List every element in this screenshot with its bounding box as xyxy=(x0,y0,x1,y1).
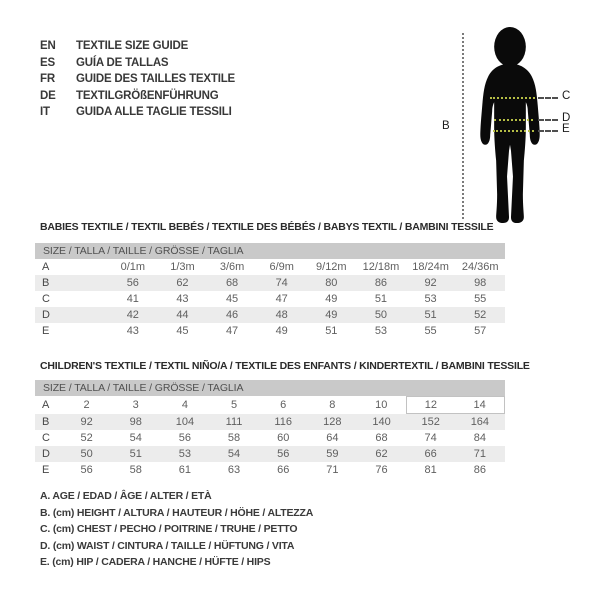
size-cell: 86 xyxy=(374,277,388,289)
size-cell: 42 xyxy=(126,309,139,321)
size-table-row xyxy=(35,430,505,446)
size-cell: 44 xyxy=(176,309,189,321)
size-cell: 164 xyxy=(470,416,490,428)
size-cell: 68 xyxy=(375,432,388,444)
size-cell: 6 xyxy=(280,399,287,411)
size-cell: 81 xyxy=(424,464,437,476)
size-cell: 71 xyxy=(473,448,486,460)
size-cell: 71 xyxy=(326,464,339,476)
size-cell: 51 xyxy=(129,448,142,460)
language-label: TEXTILGRÖßENFÜHRUNG xyxy=(76,89,219,102)
size-cell: 3/6m xyxy=(219,261,245,273)
legend-waist: D. (cm) WAIST / CINTURA / TAILLE / HÜFTUNG / VITA xyxy=(40,539,295,552)
size-cell: 55 xyxy=(424,325,437,337)
size-cell: 41 xyxy=(126,293,139,305)
size-cell: 52 xyxy=(80,432,93,444)
size-cell: 74 xyxy=(424,432,437,444)
height-label: B xyxy=(442,120,450,132)
size-cell: 62 xyxy=(375,448,388,460)
size-cell: 92 xyxy=(80,415,93,428)
language-row xyxy=(40,104,235,121)
size-cell: 12 xyxy=(406,397,455,414)
size-cell: 49 xyxy=(325,293,338,305)
language-code: DE xyxy=(40,89,56,102)
language-list xyxy=(40,38,235,121)
row-label: E xyxy=(42,464,50,476)
size-cell: 61 xyxy=(178,464,192,476)
language-label: GUIDE DES TAILLES TEXTILE xyxy=(76,73,235,86)
size-cell: 98 xyxy=(474,277,487,289)
size-cell: 8 xyxy=(329,399,336,411)
language-label: GUÍA DE TALLAS xyxy=(76,56,169,69)
size-table-row xyxy=(35,446,505,462)
size-cell: 1/3m xyxy=(170,261,195,273)
size-cell: 66 xyxy=(277,464,290,476)
size-cell: 104 xyxy=(175,415,195,428)
size-table-row xyxy=(35,397,505,414)
size-cell: 52 xyxy=(474,309,487,321)
size-cell: 76 xyxy=(375,464,388,476)
size-table-row xyxy=(35,414,505,431)
size-cell: 53 xyxy=(374,325,388,337)
language-label: GUIDA ALLE TAGLIE TESSILI xyxy=(76,106,232,119)
size-cell: 10 xyxy=(375,399,388,411)
language-code: ES xyxy=(40,56,55,69)
size-cell: 46 xyxy=(225,309,239,321)
size-cell: 51 xyxy=(325,325,338,337)
size-table-row xyxy=(35,323,505,339)
chest-guide-line xyxy=(538,97,558,99)
size-cell: 2 xyxy=(83,399,90,411)
waist-measure-line xyxy=(494,119,533,121)
legend-chest: C. (cm) CHEST / PECHO / POITRINE / TRUHE / PETTO xyxy=(40,523,298,535)
row-label: B xyxy=(42,277,50,289)
language-row xyxy=(40,88,235,105)
size-cell: 56 xyxy=(178,432,192,444)
language-row xyxy=(40,55,235,72)
hip-measure-line xyxy=(493,130,534,132)
language-code: FR xyxy=(40,73,55,86)
hip-label: E xyxy=(562,123,570,135)
size-cell: 56 xyxy=(80,464,93,476)
row-label: D xyxy=(42,448,50,460)
size-cell: 45 xyxy=(225,293,239,305)
size-cell: 6/9m xyxy=(269,261,294,273)
size-cell: 116 xyxy=(274,415,292,428)
size-table-row xyxy=(35,275,505,291)
size-cell: 86 xyxy=(473,464,486,476)
size-cell: 4 xyxy=(181,399,188,411)
size-cell: 49 xyxy=(275,325,288,337)
size-cell: 54 xyxy=(227,448,241,460)
language-row xyxy=(40,38,235,55)
row-label: C xyxy=(42,293,50,305)
size-cell: 47 xyxy=(275,293,288,305)
language-code: IT xyxy=(40,106,50,119)
hip-guide-line xyxy=(538,130,558,132)
size-cell: 64 xyxy=(326,432,339,444)
size-cell: 48 xyxy=(275,309,288,321)
child-silhouette-icon xyxy=(475,26,545,224)
size-cell: 80 xyxy=(325,277,338,289)
language-code: EN xyxy=(40,40,56,53)
size-cell: 62 xyxy=(176,277,189,289)
size-cell: 50 xyxy=(80,448,93,460)
size-cell: 12/18m xyxy=(362,261,400,273)
chest-measure-line xyxy=(490,97,535,99)
size-cell: 24/36m xyxy=(461,261,499,273)
babies-section-title: BABIES TEXTILE / TEXTIL BEBÉS / TEXTILE DES BÉBÉS / BABYS TEXTIL / BAMBINI TESSILE xyxy=(40,221,494,233)
size-cell: 56 xyxy=(277,448,290,460)
size-table-row xyxy=(35,259,505,275)
size-cell: 49 xyxy=(325,309,338,321)
size-cell: 51 xyxy=(374,293,388,305)
size-cell: 45 xyxy=(176,325,189,337)
size-cell: 14 xyxy=(455,397,504,414)
waist-guide-line xyxy=(538,119,558,121)
size-cell: 53 xyxy=(424,293,437,305)
size-cell: 63 xyxy=(227,464,241,476)
size-cell: 3 xyxy=(132,399,139,411)
size-cell: 47 xyxy=(225,325,239,337)
size-cell: 140 xyxy=(372,415,391,428)
size-cell: 58 xyxy=(129,464,142,476)
children-size-header-bar: SIZE / TALLA / TAILLE / GRÖSSE / TAGLIA xyxy=(35,380,505,396)
legend-hip: E. (cm) HIP / CADERA / HANCHE / HÜFTE / HIPS xyxy=(40,556,271,568)
size-cell: 43 xyxy=(176,293,189,305)
size-cell: 152 xyxy=(421,416,440,428)
size-cell: 59 xyxy=(326,448,339,460)
size-table-row xyxy=(35,307,505,323)
children-size-table xyxy=(35,396,505,478)
row-label: E xyxy=(42,325,50,337)
size-cell: 56 xyxy=(126,277,139,289)
babies-size-table xyxy=(35,259,505,339)
size-cell: 84 xyxy=(473,432,486,444)
size-cell: 9/12m xyxy=(316,261,347,273)
size-cell: 128 xyxy=(323,415,342,428)
size-cell: 18/24m xyxy=(412,261,449,273)
size-cell: 50 xyxy=(374,309,388,321)
measurement-legend xyxy=(40,490,313,573)
legend-age: A. AGE / EDAD / ÂGE / ALTER / ETÀ xyxy=(40,490,212,502)
legend-height: B. (cm) HEIGHT / ALTURA / HAUTEUR / HÖHE / ALTEZZA xyxy=(40,506,314,519)
size-cell: 53 xyxy=(178,448,192,460)
row-label: A xyxy=(42,261,50,273)
size-cell: 43 xyxy=(126,325,139,337)
row-label: A xyxy=(42,399,50,411)
size-table-row xyxy=(35,291,505,307)
measurement-figure xyxy=(440,20,595,230)
size-cell: 66 xyxy=(424,448,437,460)
row-label: D xyxy=(42,309,50,321)
size-cell: 60 xyxy=(277,432,290,444)
size-cell: 68 xyxy=(225,277,239,289)
language-label: TEXTILE SIZE GUIDE xyxy=(76,40,189,53)
waist-label: D xyxy=(562,112,571,124)
size-cell: 92 xyxy=(424,277,437,289)
chest-label: C xyxy=(562,90,571,102)
size-cell: 111 xyxy=(225,415,243,428)
row-label: C xyxy=(42,432,50,444)
language-row xyxy=(40,71,235,88)
size-cell: 0/1m xyxy=(120,261,146,273)
children-section-title: CHILDREN'S TEXTILE / TEXTIL NIÑO/A / TEXTILE DES ENFANTS / KINDERTEXTIL / BAMBINI TESSILE xyxy=(40,360,530,372)
size-cell: 51 xyxy=(424,309,437,321)
size-cell: 5 xyxy=(230,399,238,411)
row-label: B xyxy=(42,415,50,428)
babies-size-header-bar: SIZE / TALLA / TAILLE / GRÖSSE / TAGLIA xyxy=(35,243,505,259)
size-cell: 58 xyxy=(227,432,241,444)
size-table-row xyxy=(35,462,505,478)
size-cell: 98 xyxy=(129,415,142,428)
height-measure-line xyxy=(462,33,464,219)
size-cell: 74 xyxy=(275,277,288,289)
size-cell: 54 xyxy=(129,432,142,444)
size-cell: 57 xyxy=(474,325,487,337)
size-cell: 55 xyxy=(474,293,487,305)
